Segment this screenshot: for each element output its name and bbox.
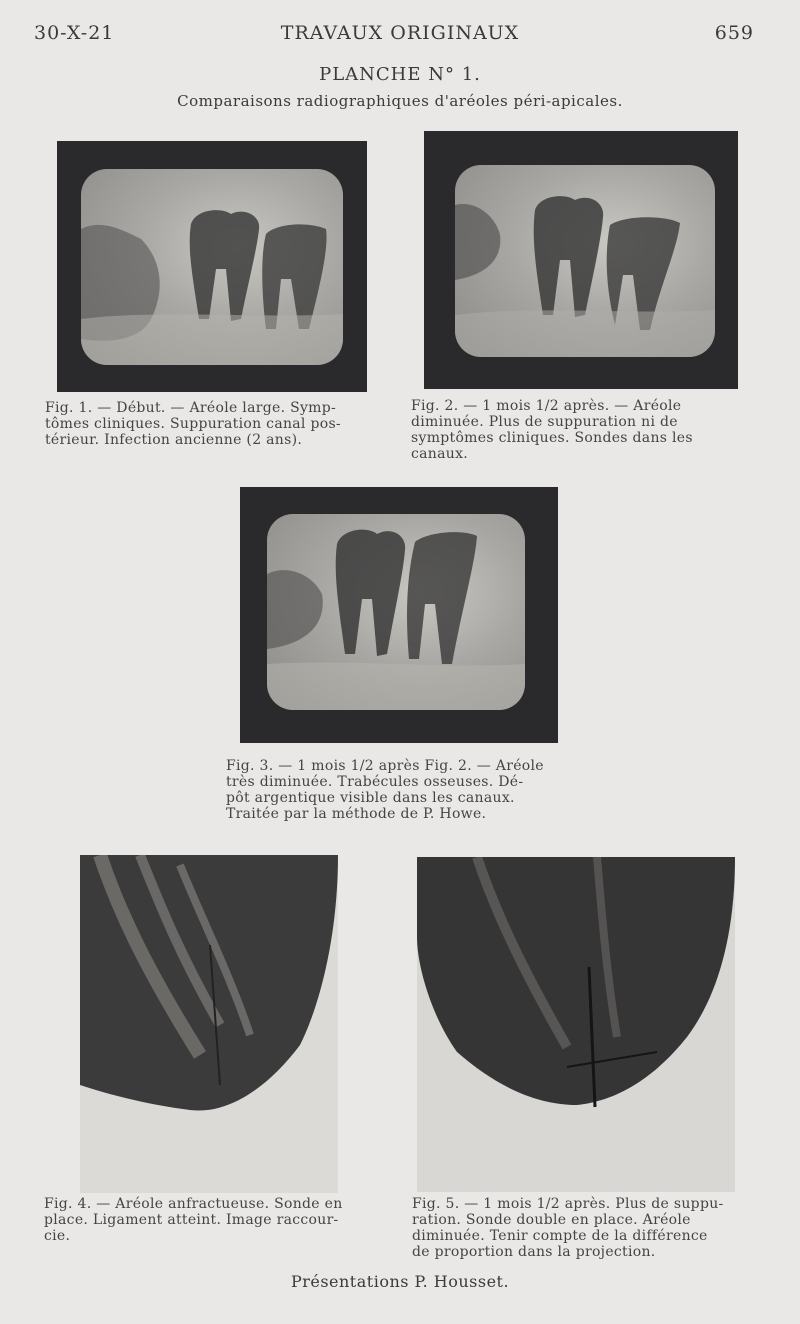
caption-line: Fig. 2. — 1 mois 1/2 après. — Aréole (411, 398, 682, 414)
figure-1-caption (45, 400, 385, 448)
plate-subtitle: Comparaisons radiographiques d'aréoles péri-apicales. (177, 92, 623, 110)
figure-3-teeth-image (267, 514, 525, 710)
figure-5-teeth-image (417, 857, 735, 1192)
caption-line: Fig. 5. — 1 mois 1/2 après. Plus de suppu- (412, 1196, 724, 1212)
caption-line: Fig. 4. — Aréole anfractueuse. Sonde en (44, 1196, 343, 1212)
caption-line: diminuée. Plus de suppuration ni de (411, 414, 678, 430)
figure-5-radiograph (417, 857, 735, 1192)
header-section: TRAVAUX ORIGINAUX (280, 22, 520, 44)
caption-line: Traitée par la méthode de P. Howe. (226, 806, 487, 822)
plate-title: PLANCHE N° 1. (319, 64, 481, 85)
figure-2-teeth-image (455, 165, 715, 357)
caption-line: térieur. Infection ancienne (2 ans). (45, 432, 303, 448)
figure-1-teeth-image (81, 169, 343, 365)
caption-line: symptômes cliniques. Sondes dans les (411, 430, 693, 446)
caption-line: diminuée. Tenir compte de la différence (412, 1228, 708, 1244)
figure-4-teeth-image (80, 855, 338, 1193)
figure-4-caption (44, 1196, 384, 1244)
figure-3-caption (226, 758, 586, 822)
header-date: 30-X-21 (34, 22, 115, 44)
figure-4-radiograph (80, 855, 338, 1193)
caption-line: tômes cliniques. Suppuration canal pos- (45, 416, 341, 432)
caption-line: Fig. 3. — 1 mois 1/2 après Fig. 2. — Aréole (226, 758, 544, 774)
page-number: 659 (714, 22, 754, 44)
caption-line: place. Ligament atteint. Image raccour- (44, 1212, 339, 1228)
caption-line: ration. Sonde double en place. Aréole (412, 1212, 691, 1228)
plate-credit: Présentations P. Housset. (290, 1272, 510, 1291)
caption-line: pôt argentique visible dans les canaux. (226, 790, 515, 806)
figure-3-radiograph (240, 487, 558, 743)
figure-2-caption (411, 398, 755, 462)
caption-line: de proportion dans la projection. (412, 1244, 656, 1260)
figure-2-radiograph (424, 131, 738, 389)
caption-line: très diminuée. Trabécules osseuses. Dé- (226, 774, 524, 790)
figure-5-caption (412, 1196, 754, 1260)
caption-line: Fig. 1. — Début. — Aréole large. Symp- (45, 400, 337, 416)
caption-line: cie. (44, 1228, 71, 1244)
caption-line: canaux. (411, 446, 469, 462)
figure-1-radiograph (57, 141, 367, 392)
